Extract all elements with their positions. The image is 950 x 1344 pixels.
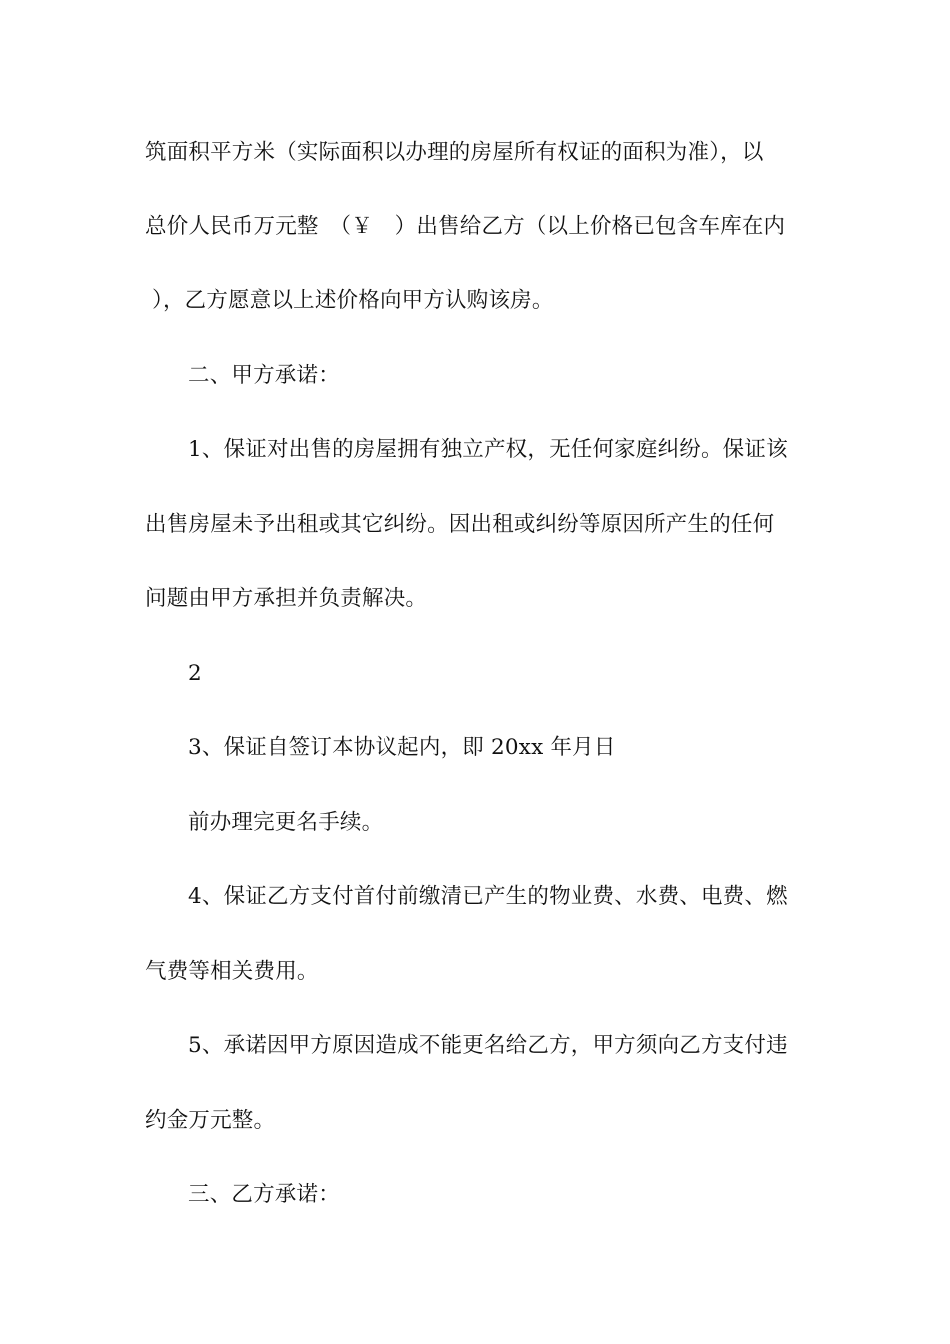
paragraph-line: 前办理完更名手续。 [188,810,384,835]
paragraph-line: ），乙方愿意以上述价格向甲方认购该房。 [152,288,554,313]
paragraph-line: 约金万元整。 [145,1108,276,1133]
paragraph-line: 1、保证对出售的房屋拥有独立产权，无任何家庭纠纷。保证该 [188,437,788,462]
paragraph-line: 4、保证乙方支付首付前缴清已产生的物业费、水费、电费、燃 [188,884,788,909]
section-heading: 三、乙方承诺： [188,1182,340,1207]
paragraph-line: 气费等相关费用。 [145,959,319,984]
paragraph-line: 5、承诺因甲方原因造成不能更名给乙方，甲方须向乙方支付违 [188,1033,788,1058]
paragraph-line: 3、保证自签订本协议起内，即 20xx 年月日 [188,735,616,760]
page-number: 2 [188,661,202,686]
paragraph-line: 出售房屋未予出租或其它纠纷。因出租或纠纷等原因所产生的任何 [145,512,775,537]
section-heading: 二、甲方承诺： [188,363,340,388]
paragraph-line: 筑面积平方米（实际面积以办理的房屋所有权证的面积为准），以 [145,140,764,165]
paragraph-line: 问题由甲方承担并负责解决。 [145,586,428,611]
paragraph-line: 总价人民币万元整 （￥ ）出售给乙方（以上价格已包含车库在内 [145,214,786,239]
